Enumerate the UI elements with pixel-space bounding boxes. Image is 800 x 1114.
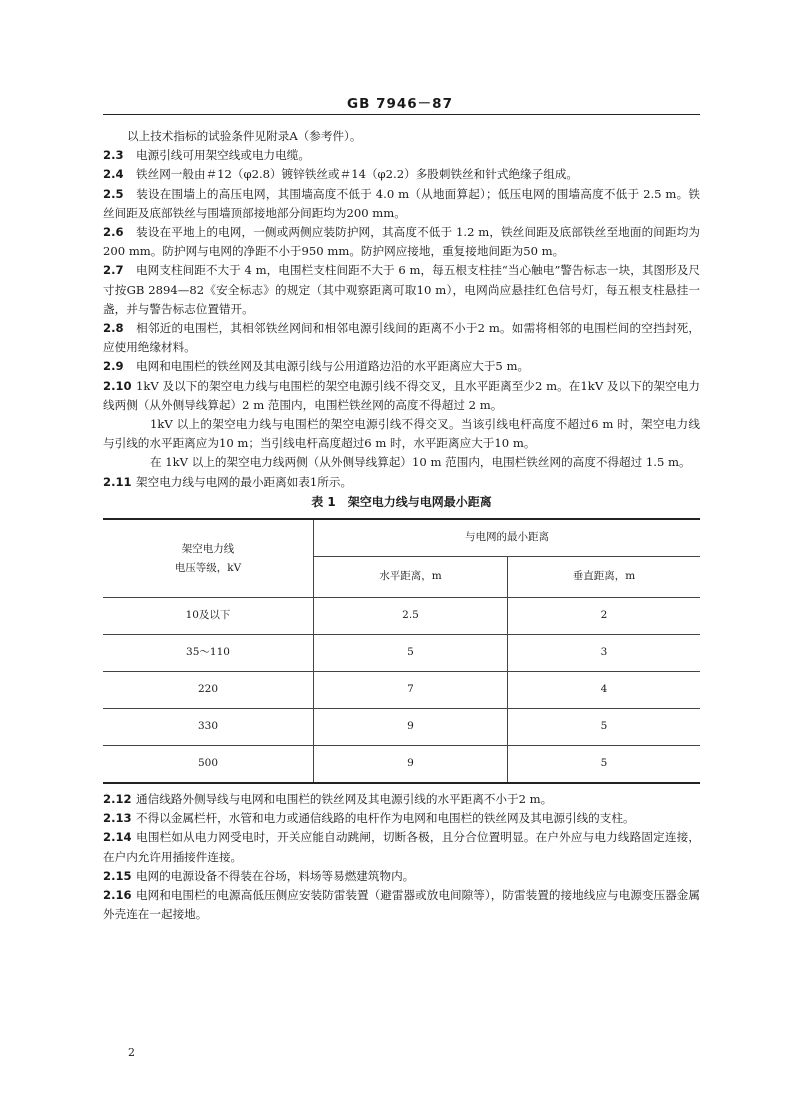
table-row — [103, 746, 700, 784]
paragraph-text: 电网和电围栏的电源高低压侧应安装防雷装置（避雷器或放电间隙等），防雷装置的接地线应与电源变压器金属外壳连在一起接地。 — [103, 888, 700, 922]
clause-number: 2.3 — [103, 148, 124, 163]
table-row — [103, 709, 700, 746]
paragraph-text: 架空电力线与电网的最小距离如表1所示。 — [136, 474, 353, 489]
clause-number: 2.5 — [103, 186, 124, 201]
paragraph-text: 不得以金属栏杆，水管和电力或通信线路的电杆作为电网和电围栏的铁丝网及其电源引线的支柱。 — [136, 811, 635, 826]
clause-number: 2.4 — [103, 167, 124, 182]
paragraph — [103, 185, 700, 223]
page-number: 2 — [128, 1046, 135, 1059]
table-cell: 330 — [103, 709, 314, 746]
paragraph-text: 1kV 以上的架空电力线与电围栏的架空电源引线不得交叉。当该引线电杆高度不超过6 m 时，架空电力线与引线的水平距离应为10 m；当引线电杆高度超过6 m 时，水平距离应大于10 m。 — [103, 417, 700, 451]
paragraph-text: 铁丝网一般由＃12（φ2.8）镀锌铁丝或＃14（φ2.2）多股刺铁丝和针式绝缘子组成。 — [136, 167, 579, 182]
table-cell: 5 — [508, 746, 701, 784]
paragraph — [103, 223, 700, 261]
paragraph — [103, 357, 700, 376]
paragraph — [103, 377, 700, 415]
table-cell: 7 — [314, 672, 508, 709]
document-body — [103, 127, 700, 924]
table-cell: 500 — [103, 746, 314, 784]
table-row — [103, 635, 700, 672]
min-distance-table — [103, 518, 700, 784]
table-cell: 4 — [508, 672, 701, 709]
paragraph-text: 1kV 及以下的架空电力线与电围栏的架空电源引线不得交叉，且水平距离至少2 m。在1kV 及以下的架空电力线两侧（从外侧导线算起）2 m 范围内，电围栏铁丝网的高度不得超过 2 m。 — [103, 378, 700, 412]
paragraph — [103, 790, 700, 809]
table-cell: 9 — [314, 709, 508, 746]
table-header-voltage-text: 架空电力线 电压等级，kV — [174, 542, 242, 574]
paragraph-text: 电网支柱间距不大于 4 m，电围栏支柱间距不大于 6 m，每五根支柱挂“当心触电”警告标志一块，其图形及尺寸按GB 2894—82《安全标志》的规定（其中观察距离可取10 m），电网尚应悬挂红色信号灯，每五根支柱悬挂一盏，并与警告标志位置错开。 — [103, 263, 700, 316]
paragraph-text: 电源引线可用架空线或电力电缆。 — [136, 148, 310, 163]
paragraph-text: 电网的电源设备不得装在谷场，料场等易燃建筑物内。 — [136, 868, 415, 883]
paragraph — [103, 828, 700, 866]
paragraph — [103, 165, 700, 184]
table-row — [103, 598, 700, 635]
clause-number: 2.11 — [103, 474, 132, 489]
paragraph — [103, 809, 700, 828]
paragraph — [103, 319, 700, 357]
table-cell: 9 — [314, 746, 508, 784]
clause-number: 2.10 — [103, 378, 132, 393]
paragraph — [103, 146, 700, 165]
table-cell: 2.5 — [314, 598, 508, 635]
clause-number: 2.13 — [103, 811, 132, 826]
clause-number: 2.6 — [103, 225, 124, 240]
paragraph-text: 电网和电围栏的铁丝网及其电源引线与公用道路边沿的水平距离应大于5 m。 — [136, 359, 530, 374]
clause-number: 2.14 — [103, 830, 132, 845]
table-cell: 5 — [314, 635, 508, 672]
clause-number: 2.16 — [103, 888, 132, 903]
paragraph — [103, 261, 700, 319]
table-header-vertical: 垂直距离，m — [508, 557, 701, 598]
paragraph-text: 电围栏如从电力网受电时，开关应能自动跳闸，切断各极，且分合位置明显。在户外应与电力线路固定连接，在户内允许用插接件连接。 — [103, 830, 700, 864]
document-header: GB 7946－87 — [347, 96, 453, 112]
clause-number: 2.8 — [103, 321, 124, 336]
clause-number: 2.12 — [103, 792, 132, 807]
table-cell: 5 — [508, 709, 701, 746]
clause-number: 2.9 — [103, 359, 124, 374]
clause-number: 2.7 — [103, 263, 124, 278]
paragraphs-after-table — [103, 790, 700, 924]
table-row — [103, 672, 700, 709]
table-cell: 35～110 — [103, 635, 314, 672]
table-cell: 10及以下 — [103, 598, 314, 635]
paragraph — [103, 886, 700, 924]
paragraph — [103, 127, 700, 146]
table-cell: 220 — [103, 672, 314, 709]
paragraph — [103, 473, 700, 492]
paragraph-text: 相邻近的电围栏，其相邻铁丝网间和相邻电源引线间的距离不小于2 m。如需将相邻的电围栏间的空挡封死，应使用绝缘材料。 — [103, 321, 700, 355]
table-header-horizontal: 水平距离，m — [314, 557, 508, 598]
table-cell: 3 — [508, 635, 701, 672]
clause-number: 2.15 — [103, 868, 132, 883]
paragraph — [103, 415, 700, 453]
paragraph-text: 装设在平地上的电网，一侧或两侧应装防护网，其高度不低于 1.2 m，铁丝间距及底部铁丝至地面的间距均为200 mm。防护网与电网的净距不小于950 mm。防护网应接地，重复接地间距为50 m。 — [103, 225, 700, 259]
paragraph-text: 通信线路外侧导线与电网和电围栏的铁丝网及其电源引线的水平距离不小于2 m。 — [136, 792, 553, 807]
paragraph-text: 以上技术指标的试验条件见附录A（参考件）。 — [127, 129, 362, 143]
table-header-voltage — [103, 519, 314, 598]
paragraph-text: 装设在围墙上的高压电网，其围墙高度不低于 4.0 m（从地面算起）；低压电网的围墙高度不低于 2.5 m。铁丝间距及底部铁丝与围墙顶部接地部分间距均为200 mm。 — [103, 186, 700, 220]
paragraph — [103, 867, 700, 886]
table-title: 表 1 架空电力线与电网最小距离 — [311, 494, 492, 509]
paragraph — [103, 453, 700, 472]
header-rule — [103, 114, 700, 115]
paragraph-text: 在 1kV 以上的架空电力线两侧（从外侧导线算起）10 m 范围内，电围栏铁丝网的高度不得超过 1.5 m。 — [150, 455, 691, 470]
paragraphs-before-table — [103, 127, 700, 492]
table-header-group: 与电网的最小距离 — [314, 519, 701, 557]
table-cell: 2 — [508, 598, 701, 635]
